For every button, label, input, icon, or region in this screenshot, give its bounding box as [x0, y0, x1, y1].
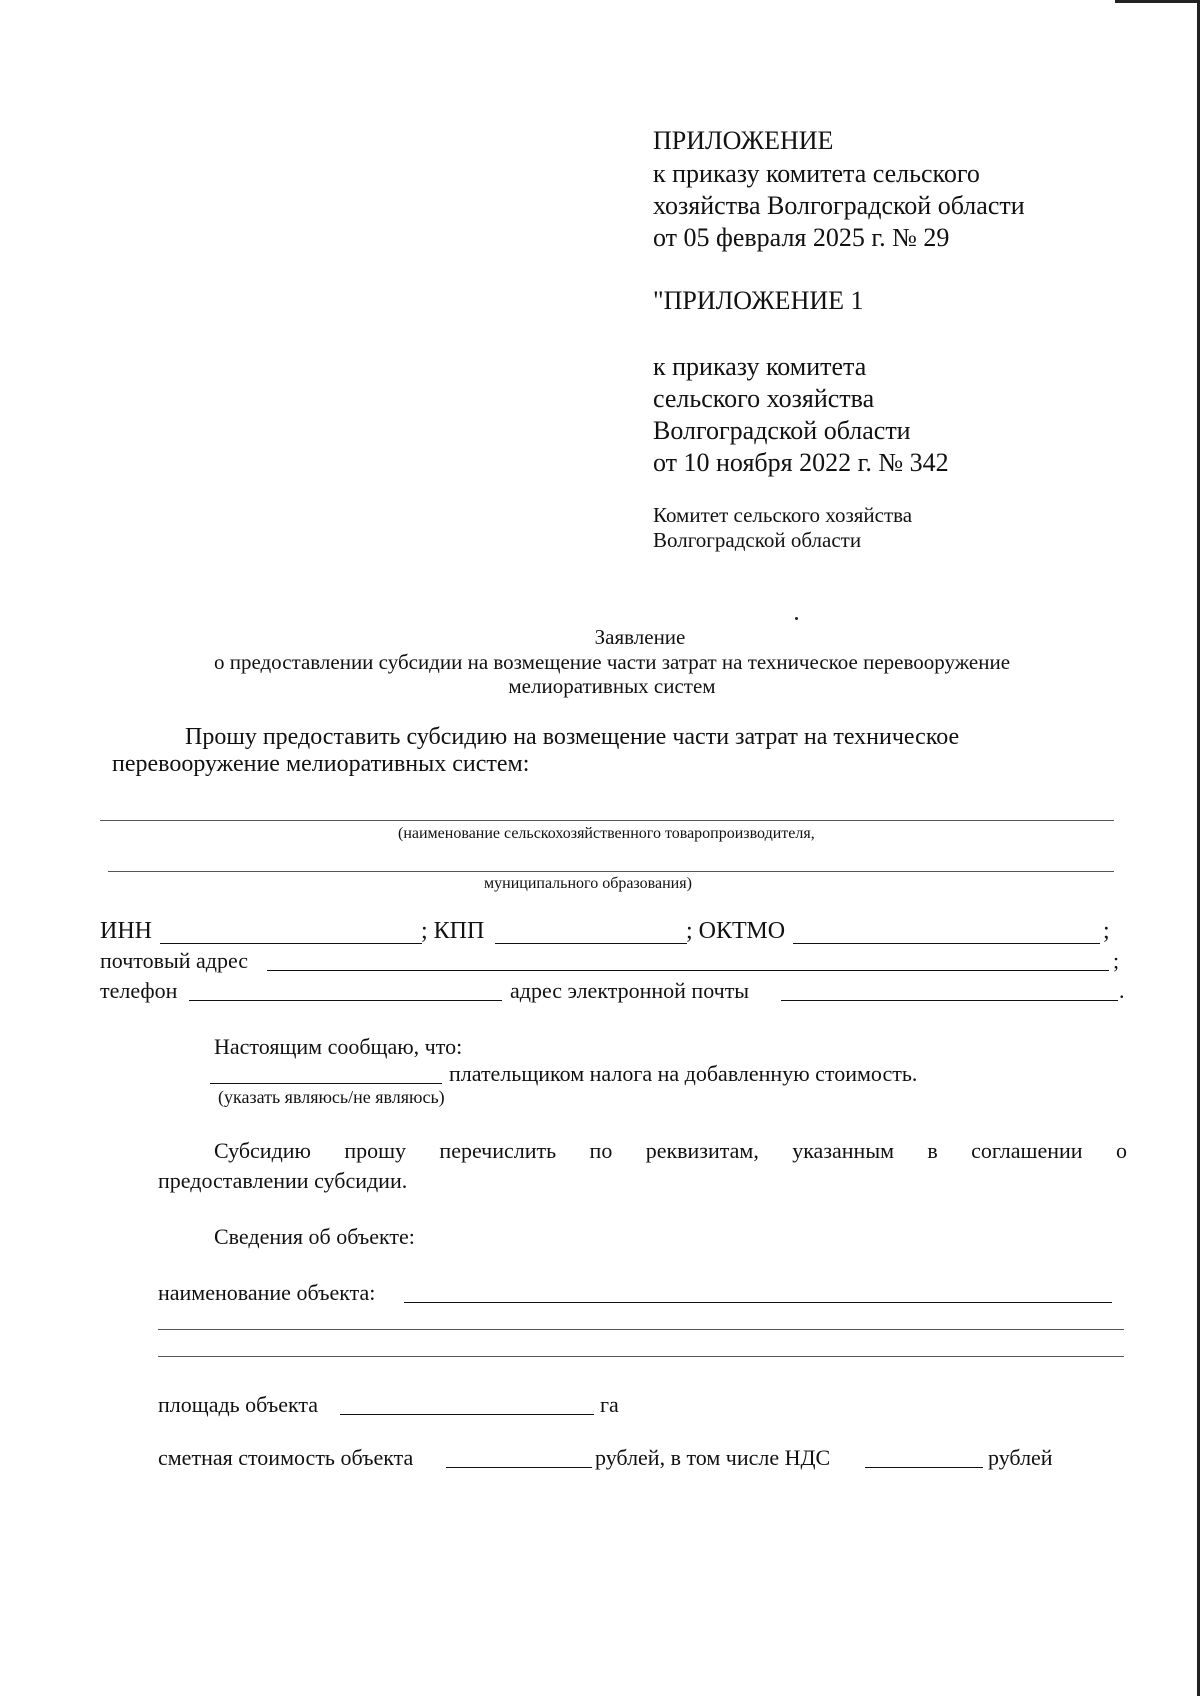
order-ref-line2: хозяйства Волгоградской области — [653, 191, 1025, 220]
transfer-word: по — [589, 1138, 613, 1163]
addressee-line2: Волгоградской области — [653, 528, 862, 552]
addressee-line1: Комитет сельского хозяйства — [653, 503, 913, 527]
object-area-field[interactable] — [340, 1414, 594, 1415]
phone-label: телефон — [100, 978, 178, 1003]
transfer-word: реквизитам, — [645, 1138, 759, 1163]
postal-address-field[interactable] — [267, 970, 1109, 971]
inn-field[interactable] — [160, 943, 422, 944]
request-line2: перевооружение мелиоративных систем: — [112, 751, 530, 777]
object-name-field-2[interactable] — [158, 1329, 1124, 1330]
object-cost-end: рублей — [988, 1445, 1053, 1470]
vat-status-field[interactable] — [210, 1083, 442, 1084]
oktmo-field[interactable] — [793, 943, 1100, 944]
appendix-title: ПРИЛОЖЕНИЕ — [653, 126, 834, 155]
object-heading: Сведения об объекте: — [214, 1224, 415, 1249]
statement-subtitle-line2: мелиоративных систем — [508, 674, 716, 698]
transfer-word: указанным — [792, 1138, 895, 1163]
postal-address-label: почтовый адрес — [100, 948, 249, 973]
transfer-line1 — [214, 1138, 1127, 1164]
statement-subtitle-line1: о предоставлении субсидии на возмещение части затрат на техническое перевооружение — [213, 650, 1011, 674]
appendix1-title: "ПРИЛОЖЕНИЕ 1 — [653, 286, 864, 315]
appendix1-line2: сельского хозяйства — [653, 384, 875, 413]
kpp-label: ; КПП — [421, 918, 485, 944]
vat-hint: (указать являюсь/не являюсь) — [218, 1087, 445, 1107]
transfer-word: соглашении — [971, 1138, 1083, 1163]
scan-edge-top — [1115, 0, 1200, 3]
applicant-name-line[interactable] — [100, 820, 1114, 821]
email-field[interactable] — [781, 1000, 1118, 1001]
phone-field[interactable] — [189, 1000, 502, 1001]
object-cost-mid: рублей, в том числе НДС — [595, 1445, 831, 1470]
transfer-word: прошу — [344, 1138, 407, 1163]
appendix1-line3: Волгоградской области — [653, 416, 911, 445]
transfer-word: о — [1115, 1138, 1127, 1163]
transfer-word: в — [927, 1138, 938, 1163]
request-line1: Прошу предоставить субсидию на возмещение части затрат на техническое — [185, 724, 960, 750]
kpp-field[interactable] — [495, 943, 687, 944]
order-ref-line1: к приказу комитета сельского — [653, 159, 980, 188]
object-cost-label: сметная стоимость объекта — [158, 1445, 414, 1470]
transfer-line2: предоставлении субсидии. — [158, 1168, 408, 1193]
transfer-word: перечислить — [439, 1138, 557, 1163]
email-label: адрес электронной почты — [510, 978, 750, 1003]
object-area-label: площадь объекта — [158, 1392, 319, 1417]
order-ref-date: от 05 февраля 2025 г. № 29 — [653, 223, 950, 252]
object-name-label: наименование объекта: — [158, 1280, 376, 1305]
transfer-word: Субсидию — [214, 1138, 311, 1163]
inn-label: ИНН — [100, 918, 152, 944]
object-name-field[interactable] — [404, 1302, 1112, 1303]
appendix1-line1: к приказу комитета — [653, 352, 867, 381]
object-name-field-3[interactable] — [158, 1356, 1124, 1357]
oktmo-label: ; ОКТМО — [686, 918, 786, 944]
appendix1-date: от 10 ноября 2022 г. № 342 — [653, 448, 949, 477]
phone-row-end: . — [1119, 978, 1125, 1003]
vat-intro: Настоящим сообщаю, что: — [214, 1034, 463, 1059]
statement-title: Заявление — [594, 625, 686, 649]
postal-row-end: ; — [1113, 948, 1120, 973]
object-area-unit: га — [600, 1392, 619, 1417]
applicant-caption1: (наименование сельскохозяйственного товаропроизводителя, — [398, 825, 815, 842]
applicant-caption2: муниципального образования) — [484, 875, 692, 892]
object-cost-field[interactable] — [446, 1467, 592, 1468]
scan-speck — [795, 617, 798, 620]
object-vat-field[interactable] — [865, 1467, 983, 1468]
municipality-line[interactable] — [108, 871, 1114, 872]
inn-row-end: ; — [1103, 918, 1110, 944]
vat-text: плательщиком налога на добавленную стоимость. — [449, 1061, 918, 1086]
